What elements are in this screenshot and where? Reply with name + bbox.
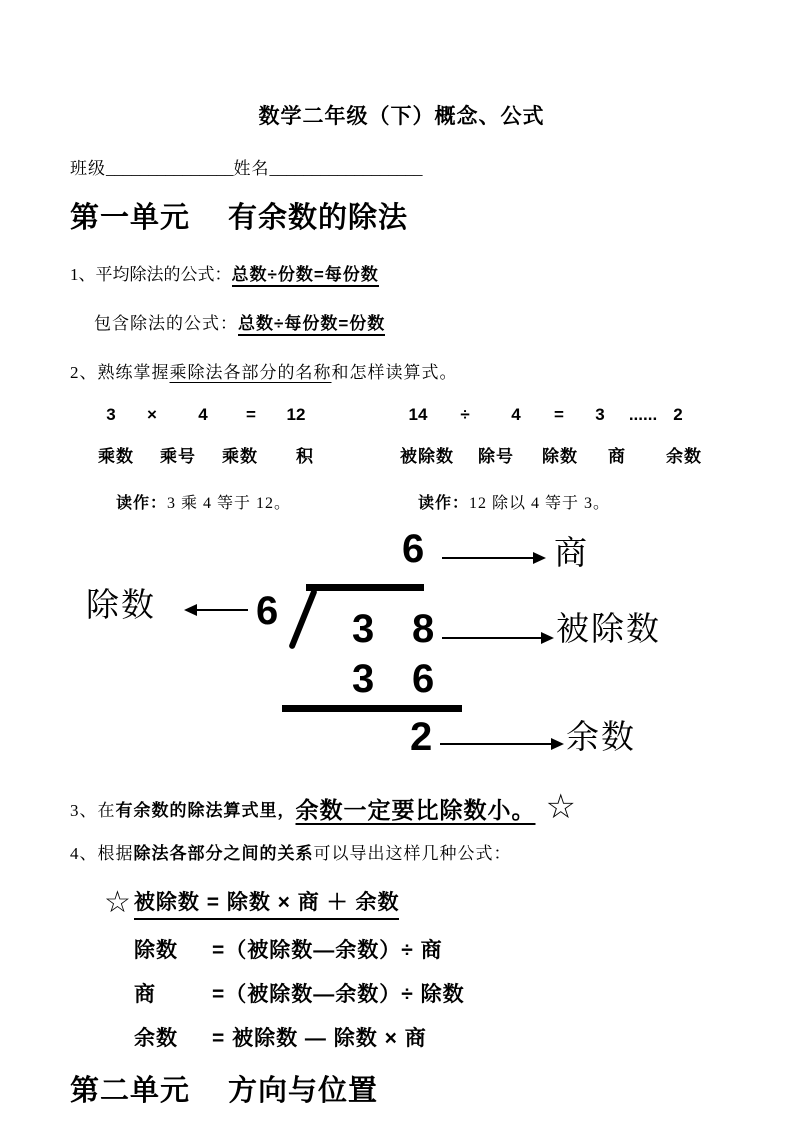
label-product: 积 [296,447,314,466]
derived-formulas [70,882,733,1052]
arrow-to-dividend-label-icon [442,637,542,639]
div-quotient: 3 [595,405,605,424]
division-bracket-vinculum [306,584,424,591]
item1-line2 [70,309,733,334]
label-dividend: 被除数 [400,447,454,466]
item2-post: 和怎样读算式。 [331,363,458,382]
ld-divisor-digit: 6 [256,589,279,633]
ld-remainder-digit: 2 [410,715,433,759]
read-text: 3 乘 4 等于 12。 [167,495,292,512]
label-multiplier1: 乘数 [98,447,134,466]
formula-line-2 [104,934,733,964]
ld-dividend-ones: 8 [412,607,435,651]
long-division-diagram [70,529,733,771]
subtraction-line [282,705,462,712]
unit1-heading [70,195,733,236]
formula3-body: =（被除数—余数）÷ 除数 [212,983,465,1006]
div-remainder: 2 [673,405,683,424]
multiplication-read [98,490,400,513]
read-label: 读作： [116,495,168,512]
star-icon: ☆ [104,886,132,919]
ld-divisor-label: 除数 [86,588,156,624]
ld-quotient-label: 商 [554,536,589,572]
mul-factor2: 4 [198,405,208,424]
division-labels [400,442,730,467]
mul-factor1: 3 [106,405,116,424]
multiplication-expression [98,405,400,425]
item3-pre: 3、在 [70,800,116,820]
ld-remainder-label: 余数 [566,720,636,756]
arrow-to-remainder-label-icon [440,743,552,745]
item4-bold: 除法各部分之间的关系 [133,844,314,863]
div-dividend: 14 [408,405,428,424]
item1-formula2: 总数÷每份数=份数 [238,314,385,336]
div-remainder-dots: ...... [628,405,658,424]
ld-quotient-digit: 6 [402,527,425,571]
name-blank-line: __________________ [269,159,423,178]
div-sign: ÷ [460,405,470,424]
ld-product-tens: 3 [352,657,375,701]
formula4-body: = 被除数 — 除数 × 商 [212,1027,427,1050]
label-division-sign: 除号 [478,447,514,466]
read-label: 读作： [418,495,470,512]
formula-line-1 [104,882,733,920]
item1-formula: 总数÷份数=每份数 [232,265,379,287]
page-title: 数学二年级（下）概念、公式 [258,105,545,128]
formula4-label: 余数 [134,1027,178,1050]
formula3-label: 商 [134,983,156,1006]
formula-line-4 [104,1022,733,1052]
label-remainder: 余数 [666,447,702,466]
ld-dividend-label: 被除数 [556,612,661,648]
division-read [400,490,730,513]
class-blank-line: _______________ [106,159,234,178]
item1-line1 [70,260,733,285]
formula-line-3 [104,978,733,1008]
formula1-text: 被除数 = 除数 × 商 ＋ 余数 [134,886,400,920]
item4-pre: 4、根据 [70,844,134,863]
item3-highlight: 余数一定要比除数小。 [295,797,536,823]
mul-equals: = [246,405,256,424]
ld-product-ones: 6 [412,657,435,701]
class-name-line [70,154,733,179]
multiplication-labels [98,442,400,467]
division-expression [400,405,730,425]
label-quotient: 商 [608,447,626,466]
unit2-number: 第二单元 [70,1075,191,1107]
item1-prefix: 1、平均除法的公式： [70,265,232,284]
unit1-number: 第一单元 [70,202,191,234]
multiplication-column [70,405,400,513]
division-bracket-slash [288,588,318,650]
division-column [400,405,730,513]
item1-prefix2: 包含除法的公式： [94,314,238,333]
unit1-title: 有余数的除法 [228,202,409,234]
class-label: 班级 [70,159,106,178]
label-divisor: 除数 [542,447,578,466]
div-equals: = [554,405,564,424]
arrow-to-quotient-label-icon [442,557,534,559]
item2-pre: 2、熟练掌握 [70,363,170,382]
formula2-label: 除数 [134,939,178,962]
item3-bold: 有余数的除法算式里， [115,800,296,820]
star-icon: ☆ [545,789,577,826]
label-multiply-sign: 乘号 [160,447,196,466]
expressions-section [70,405,733,513]
item4-line [70,839,733,864]
ld-dividend-tens: 3 [352,607,375,651]
item4-post: 可以导出这样几种公式： [313,844,512,863]
formula2-body: =（被除数—余数）÷ 商 [212,939,443,962]
item2-line [70,358,733,383]
unit2-heading [70,1068,733,1109]
div-divisor: 4 [511,405,521,424]
mul-product: 12 [286,405,306,424]
mul-sign: × [147,405,157,424]
label-multiplier2: 乘数 [222,447,258,466]
arrow-to-divisor-label-icon [196,609,248,611]
read-text: 12 除以 4 等于 3。 [469,495,611,512]
unit2-title: 方向与位置 [228,1075,379,1107]
name-label: 姓名 [233,159,270,178]
item2-underlined: 乘除法各部分的名称 [169,363,332,382]
item3-line [70,791,733,825]
